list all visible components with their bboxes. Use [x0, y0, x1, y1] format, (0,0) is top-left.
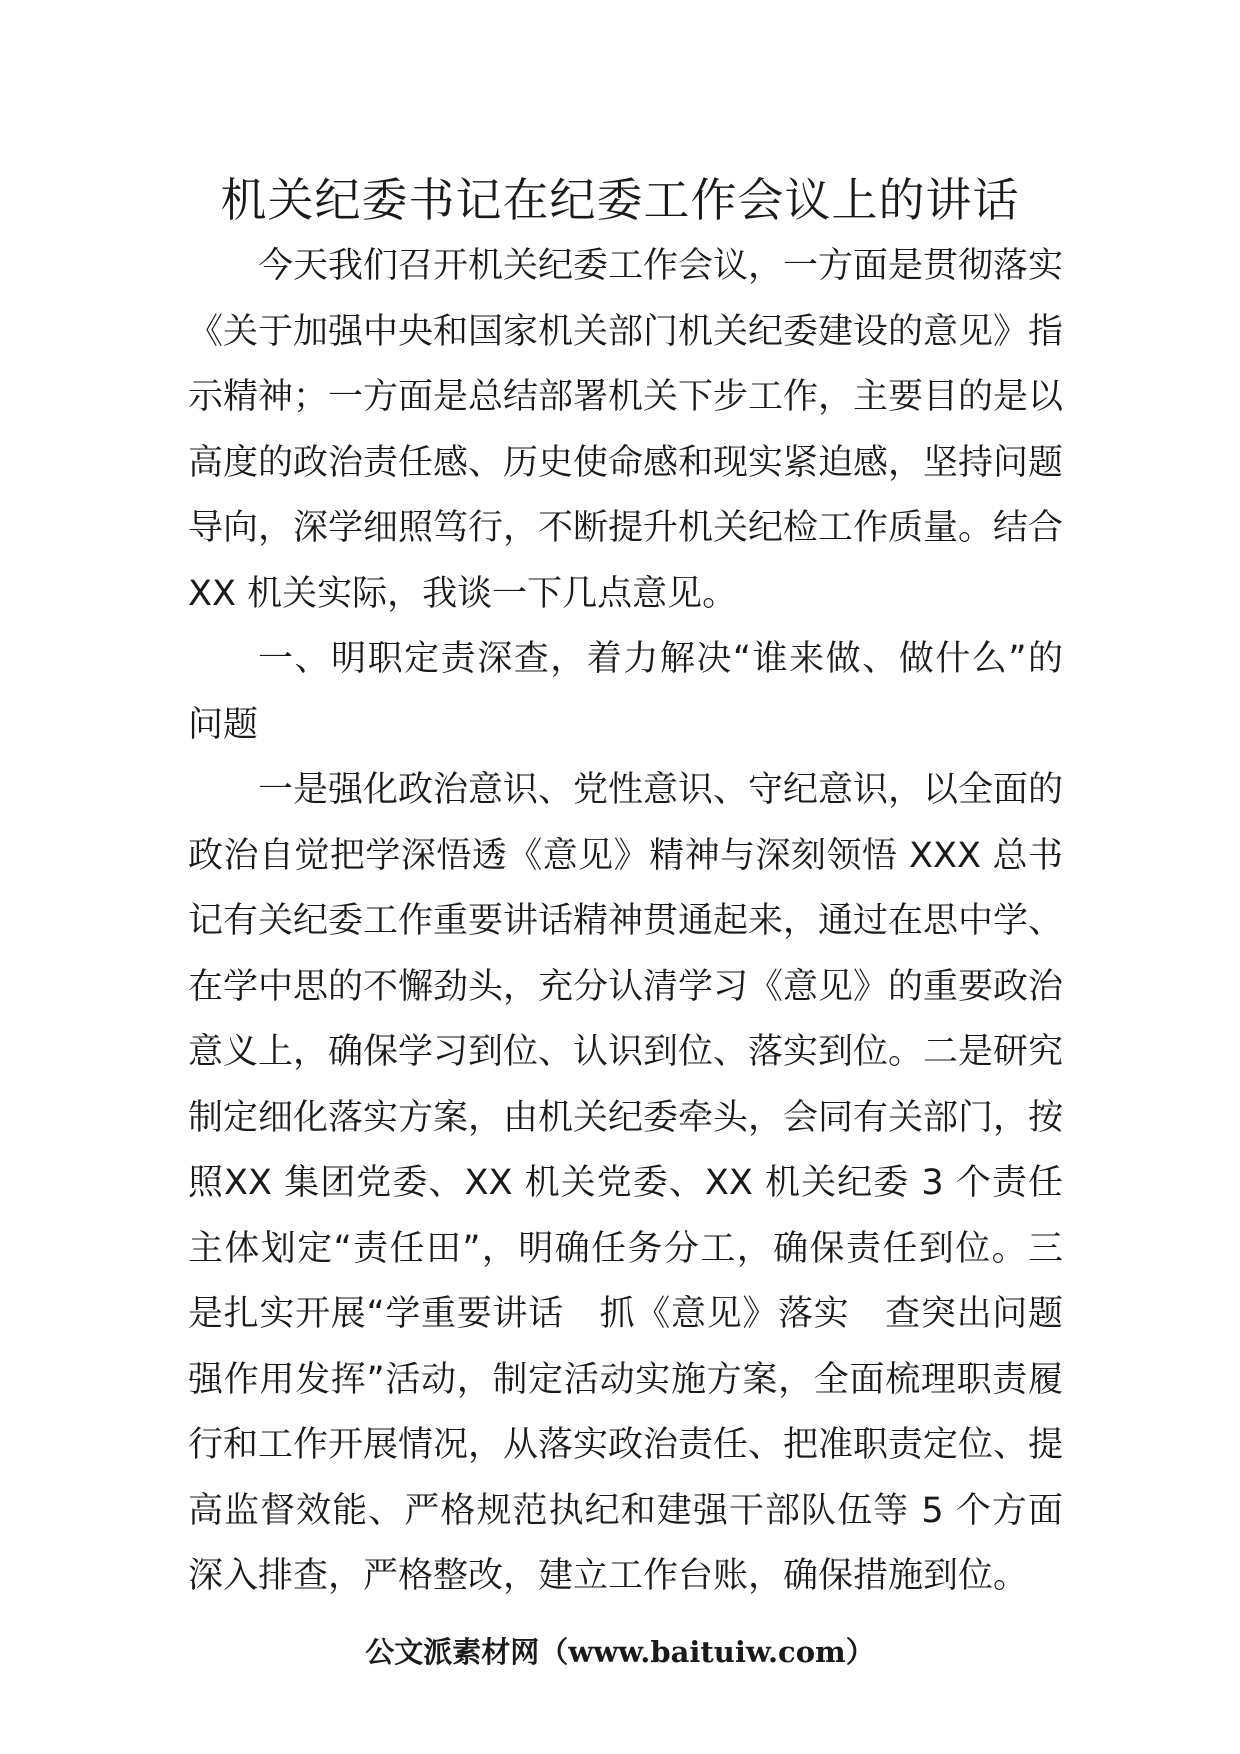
document-body [188, 234, 1099, 1610]
body-paragraph: 一是强化政治意识、党性意识、守纪意识，以全面的政治自觉把学深悟透《意见》精神与深刻领悟 XXX 总书记有关纪委工作重要讲话精神贯通起来，通过在思中学、在学中思的不懈劲头，充分认清学习《意见》的重要政治意义上，确保学习到位、认识到位、落实到位。二是研究制定细化落实方案，由机关纪委牵头，会同有关部门，按照XX 集团党委、XX 机关党委、XX 机关纪委 3 个责任主体划定“责任田”，明确任务分工，确保责任到位。三是扎实开展“学重要讲话 抓《意见》落实 查突出问题 强作用发挥”活动，制定活动实施方案，全面梳理职责履行和工作开展情况，从落实政治责任、把准职责定位、提高监督效能、严格规范执纪和建强干部队伍等 5 个方面深入排查，严格整改，建立工作台账，确保措施到位。 [188, 770, 1099, 1596]
document-title: 机关纪委书记在纪委工作会议上的讲话 [220, 173, 1020, 227]
intro-paragraph: 今天我们召开机关纪委工作会议，一方面是贯彻落实《关于加强中央和国家机关部门机关纪委建设的意见》指示精神；一方面是总结部署机关下步工作，主要目的是以高度的政治责任感、历史使命感和现实紧迫感，坚持问题导向，深学细照笃行，不断提升机关纪检工作质量。结合XX 机关实际，我谈一下几点意见。 [188, 246, 1064, 614]
footer-watermark: 公文派素材网（www.baituiw.com） [365, 1635, 875, 1669]
section-heading: 一、明职定责深查，着力解决“谁来做、做什么”的问题 [188, 639, 1063, 745]
